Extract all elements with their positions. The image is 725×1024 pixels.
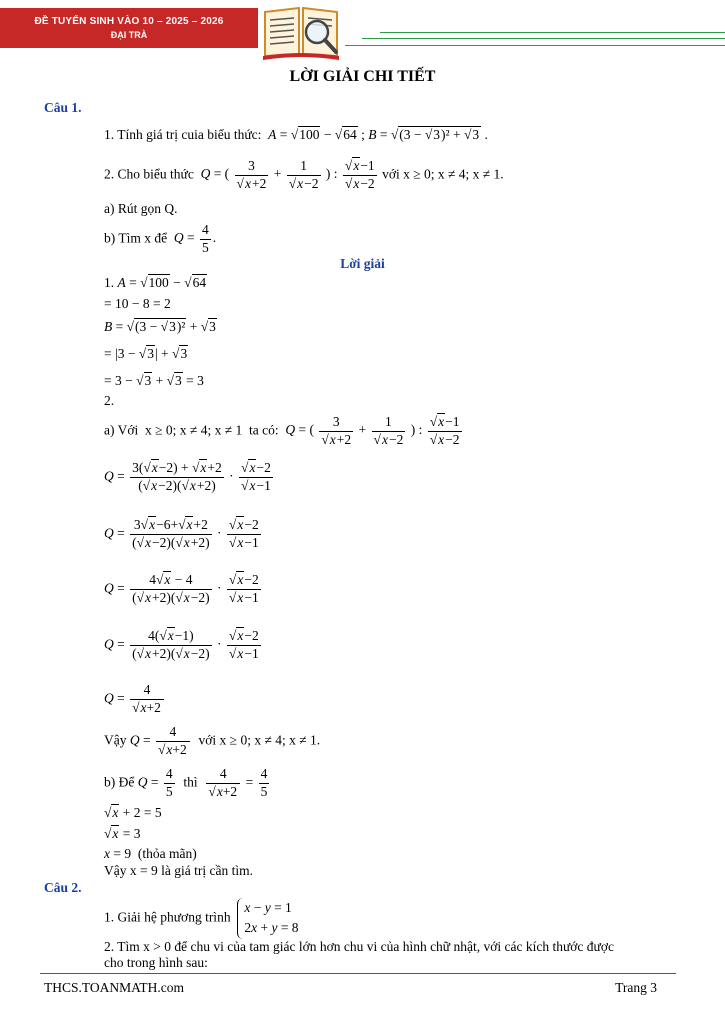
banner-subtitle: ĐẠI TRÀ xyxy=(110,30,148,40)
footer-site: THCS.TOANMATH.com xyxy=(44,980,185,995)
cau1-q2: 2. Cho biểu thức Q = ( $\frac{3}{√x+2}$ + $\frac{1}{√x-2}$ ) : $\frac{√x-1}{√x-2}$ với x ≥ 0; x ≠ 4; x ≠ 1. xyxy=(104,158,504,191)
book-magnifier-icon xyxy=(259,0,343,62)
sol2b-line3: x = 9 (thỏa mãn) xyxy=(104,846,197,861)
sol1-line2: = 10 − 8 = 2 xyxy=(104,296,171,311)
cau2-label: Câu 2. xyxy=(44,880,82,895)
cau2-q1: 1. Giải hệ phương trình x − y = 1 2x + y = 8 xyxy=(104,898,299,939)
banner-title: ĐỀ TUYỂN SINH VÀO 10 – 2025 – 2026 xyxy=(34,16,224,27)
sol2a-step4: Q = $\frac{4(√x-1)}{(√x+2)(√x-2)}$ · $\frac{√x-2}{√x-1}$ xyxy=(104,628,259,661)
sol1-line1: 1. A = √100 − √64 xyxy=(104,275,207,290)
sol2a-step5: Q = $\frac{4}{√x+2}$ xyxy=(104,682,166,717)
sol1-line4: = |3 − √3| + √3 xyxy=(104,346,188,361)
header-rule-mid xyxy=(362,38,725,39)
sol1-line3: B = √(3 − √3)² + √3 xyxy=(104,319,216,334)
cau1-qb: b) Tìm x để Q = $\frac{4}{5}$ . xyxy=(104,222,217,255)
sol2-label: 2. xyxy=(104,393,115,408)
sol2a-step2: Q = $\frac{3√x-6+√x+2}{(√x-2)(√x+2)}$ · $\frac{√x-2}{√x-1}$ xyxy=(104,517,259,550)
cau1-label: Câu 1. xyxy=(44,100,82,115)
formula-q-eq: Q = $\frac{4}{5}$ . xyxy=(173,222,217,255)
cau1-qa: a) Rút gọn Q. xyxy=(104,201,178,216)
sol2b-final: Vậy x = 9 là giá trị cần tìm. xyxy=(104,863,253,878)
sol2b-line1: √x + 2 = 5 xyxy=(104,805,162,820)
sol2b-intro: b) Để Q = $\frac{4}{5}$ thì $\frac{4}{√x+2}$ = $\frac{4}{5}$ xyxy=(104,766,268,799)
cau2-q2-line1: 2. Tìm x > 0 để chu vi của tam giác lớn hơn chu vi của hình chữ nhật, với các kích thước được xyxy=(104,939,615,954)
footer-rule xyxy=(40,973,676,974)
formula-q-restate: Q = ( $\frac{3}{√x+2}$ + $\frac{1}{√x-2}$ ) : $\frac{√x-1}{√x-2}$ xyxy=(285,414,460,447)
sol2a-step1: Q = $\frac{3(√x-2) + √x+2}{(√x-2)(√x+2)}$ · $\frac{√x-2}{√x-1}$ xyxy=(104,460,271,493)
header-banner xyxy=(0,8,258,48)
sol2a-conclusion: Vậy Q = $\frac{4}{√x+2}$ với x ≥ 0; x ≠ 4; x ≠ 1. xyxy=(104,724,321,757)
sol1-line5: = 3 − √3 + √3 = 3 xyxy=(104,373,204,388)
cau1-q1: 1. Tính giá trị cuia biểu thức: A = √100 − √64 ; B = √(3 − √3)² + √3 . xyxy=(104,127,488,142)
sol2a-intro: a) Với x ≥ 0; x ≠ 4; x ≠ 1 ta có: Q = ( $\frac{3}{√x+2}$ + $\frac{1}{√x-2}$ ) : $\frac{√x-1}{√x-2}$ xyxy=(104,414,464,449)
cau2-q2-line2: cho trong hình sau: xyxy=(104,955,208,970)
sol2a-step3: Q = $\frac{4√x - 4}{(√x+2)(√x-2)}$ · $\frac{√x-2}{√x-1}$ xyxy=(104,572,259,605)
solution-label: Lời giải xyxy=(340,256,385,271)
header-rule-top xyxy=(380,32,725,33)
equation-system: x − y = 1 2x + y = 8 xyxy=(237,898,298,939)
footer-page-number: Trang 3 xyxy=(615,980,657,995)
formula-a-b: A = √100 − √64 ; B = √(3 − √3)² + √3 . xyxy=(268,127,488,142)
page-title: LỜI GIẢI CHI TIẾT xyxy=(289,68,436,85)
formula-q-def: Q = ( $\frac{3}{√x+2}$ + $\frac{1}{√x-2}$ ) : $\frac{√x-1}{√x-2}$ xyxy=(200,158,375,191)
header-rule-bottom xyxy=(345,45,725,46)
sol2b-line2: √x = 3 xyxy=(104,826,141,841)
